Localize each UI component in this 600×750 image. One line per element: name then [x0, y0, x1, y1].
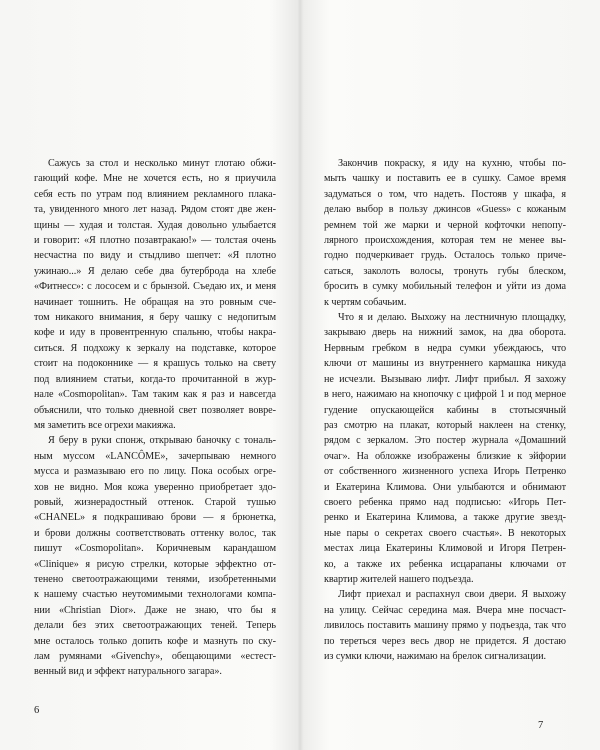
text-line: к чертям собачьим.: [324, 296, 407, 308]
text-line: ливилось поставить машину прямо у подъезда, так что: [324, 620, 566, 632]
text-line: Нервным гребком в недра сумки убеждаюсь, что: [324, 342, 566, 354]
text-line: мя заметить все огрехи макияжа.: [34, 419, 176, 431]
text-line: рядом с зеркалом. Это постер журнала «Домашний: [324, 435, 566, 447]
text-line: нале «Cosmopolitan». Там таким как я раз и навсегда: [34, 389, 276, 401]
text-line: Что я и делаю. Выхожу на лестничную площадку,: [338, 312, 566, 324]
text-line: под влиянием статьи, когда-то прочитанной в жур-: [34, 373, 276, 385]
text-line: на улицу. Сейчас середина мая. Вчера мне посчаст-: [324, 604, 566, 616]
text-line: из сумки ключи, нажимаю на брелок сигнализации.: [324, 651, 547, 662]
text-line: несчастна по виду и стыдливо шепчет: «Я плотно: [34, 250, 276, 262]
text-line: делаю выбор в пользу джинсов «Guess» с кожаным: [324, 204, 566, 216]
text-line: гающий кофе. Мне не хочется есть, но я приучила: [34, 173, 276, 185]
page-number: 7: [538, 720, 544, 731]
text-line: венный вид и эффект натурального загара».: [34, 666, 222, 678]
text-line: ремнем той же марки и черной кофточки непопу-: [324, 219, 566, 231]
text-line: задуматься о том, что надеть. Постояв у шкафа, я: [324, 188, 566, 200]
text-line: и Екатерина Климова. Они улыбаются и обнимают: [324, 481, 566, 493]
text-line: пишут «Cosmopolitan». Коричневым карандашом: [34, 543, 276, 555]
text-line: мусса и размазываю его по лицу. Пока особых огре-: [34, 466, 276, 478]
text-line: и брови должны соответствовать оттенку волос, так: [34, 527, 276, 539]
text-line: начинает тошнить. Не обращая на это ровным сче-: [34, 296, 276, 308]
right-page: [324, 156, 566, 664]
paragraph: [324, 587, 566, 664]
text-line: местах лица Екатерины Климовой и Игоря Петрен-: [324, 543, 566, 555]
text-line: Сажусь за стол и несколько минут глотаю обжи-: [48, 158, 276, 169]
text-line: себя есть по утрам под влиянием рекламного плака-: [34, 188, 276, 200]
text-line: мыть чашку и поставить ее в сушку. Самое время: [324, 173, 566, 185]
text-line: годно подчеркивает грудь. Осталось только приче-: [324, 250, 566, 262]
text-line: к нашему счастью неутомимыми технологами компа-: [34, 589, 276, 601]
text-line: и говорит: «Я плотно позавтракаю!» — толстая очень: [34, 235, 276, 247]
text-line: Закончив покраску, я иду на кухню, чтобы по-: [338, 158, 566, 169]
text-line: «Фитнесс»: с лососем и с брынзой. Съедаю их, и меня: [34, 281, 276, 293]
text-line: та, увиденного много лет назад. Рядом стоят две жен-: [34, 204, 276, 216]
text-line: от собственного жизненного успеха Игорь Петренко: [324, 466, 566, 478]
text-line: кофе и иду в провентренную спальню, чтобы накра-: [34, 327, 276, 339]
text-line: Лифт приехал и распахнул свои двери. Я выхожу: [338, 589, 566, 601]
text-line: ным муссом «LANCÔME», зачерпываю немного: [34, 450, 276, 462]
paragraph: [324, 310, 566, 587]
text-line: ключи от машины из внутреннего кармашка никуда: [324, 358, 566, 370]
text-line: ситься. Я подхожу к зеркалу на подставке, которое: [34, 342, 276, 354]
text-line: закрываю дверь на нижний замок, на два оборота.: [324, 327, 566, 339]
paragraph: [324, 156, 566, 310]
text-line: ужинаю...» Я делаю себе два бутерброда на хлебе: [34, 265, 276, 277]
text-line: том никакого внимания, я беру чашку с недопитым: [34, 312, 276, 324]
paragraph: [34, 156, 276, 433]
text-line: тенено светоотражающими тенями, изобретенными: [34, 573, 276, 585]
paragraph: [34, 433, 276, 680]
text-line: хов не видно. Моя кожа уверенно приобретает здо-: [34, 481, 276, 493]
text-line: ко, а также их ребенка исцарапаны ключами от: [324, 558, 566, 570]
text-line: стоит на подоконнике — я крашусь только на свету: [34, 358, 276, 370]
text-line: гудение опускающейся кабины в стотысячный: [324, 404, 566, 416]
text-line: раз смотрю на плакат, который наклеен на стенку,: [324, 419, 566, 431]
text-line: саться, заколоть волосы, тронуть губы блеском,: [324, 265, 566, 277]
text-line: «Clinique» я рисую стрелки, которые эффектно от-: [34, 558, 276, 570]
text-line: лярного происхождения, которая тем не менее вы-: [324, 235, 566, 247]
text-line: ренко и Екатерина Климова, а также другие звезд-: [324, 512, 566, 524]
text-line: бросить в сумку мобильный телефон и уйти из дома: [324, 281, 566, 293]
text-line: Я беру в руки спонж, открываю баночку с тональ-: [48, 435, 276, 447]
page-number: 6: [34, 705, 40, 716]
text-line: по тереться через весь двор не придется. Я достаю: [324, 635, 566, 647]
text-line: квартир жителей нашего подъезда.: [324, 573, 474, 585]
text-line: в него, нажимаю на кнопочку с цифрой 1 и под мерное: [324, 389, 566, 401]
text-line: своего ребенка прямо над подписью: «Игорь Пет-: [324, 496, 566, 508]
text-line: делали без этих светоотражающих теней. Теперь: [34, 620, 276, 632]
text-line: лам румянами «Givenchy», обещающими «естест-: [34, 651, 276, 662]
text-line: ровый, жизнерадостный оттенок. Старой тушью: [34, 496, 276, 508]
text-line: объяснили, что только дневной свет позволяет вовре-: [34, 404, 276, 416]
text-line: мне осталось только допить кофе и мазнуть по ску-: [34, 635, 276, 647]
text-line: «CHANEL» я подкрашиваю брови — я брюнетка,: [34, 512, 276, 524]
text-line: не исчезли. Вызываю лифт. Лифт прибыл. Я захожу: [324, 373, 566, 385]
text-line: нии «Christian Dior». Даже не знаю, что бы я: [34, 604, 276, 616]
text-line: щины — худая и толстая. Худая довольно улыбается: [34, 219, 276, 231]
text-line: ные пары о секретах своего счастья». В некоторых: [324, 527, 566, 539]
left-page: [34, 156, 276, 680]
text-line: очаг». На обложке изображены близкие к эйфории: [324, 450, 566, 462]
